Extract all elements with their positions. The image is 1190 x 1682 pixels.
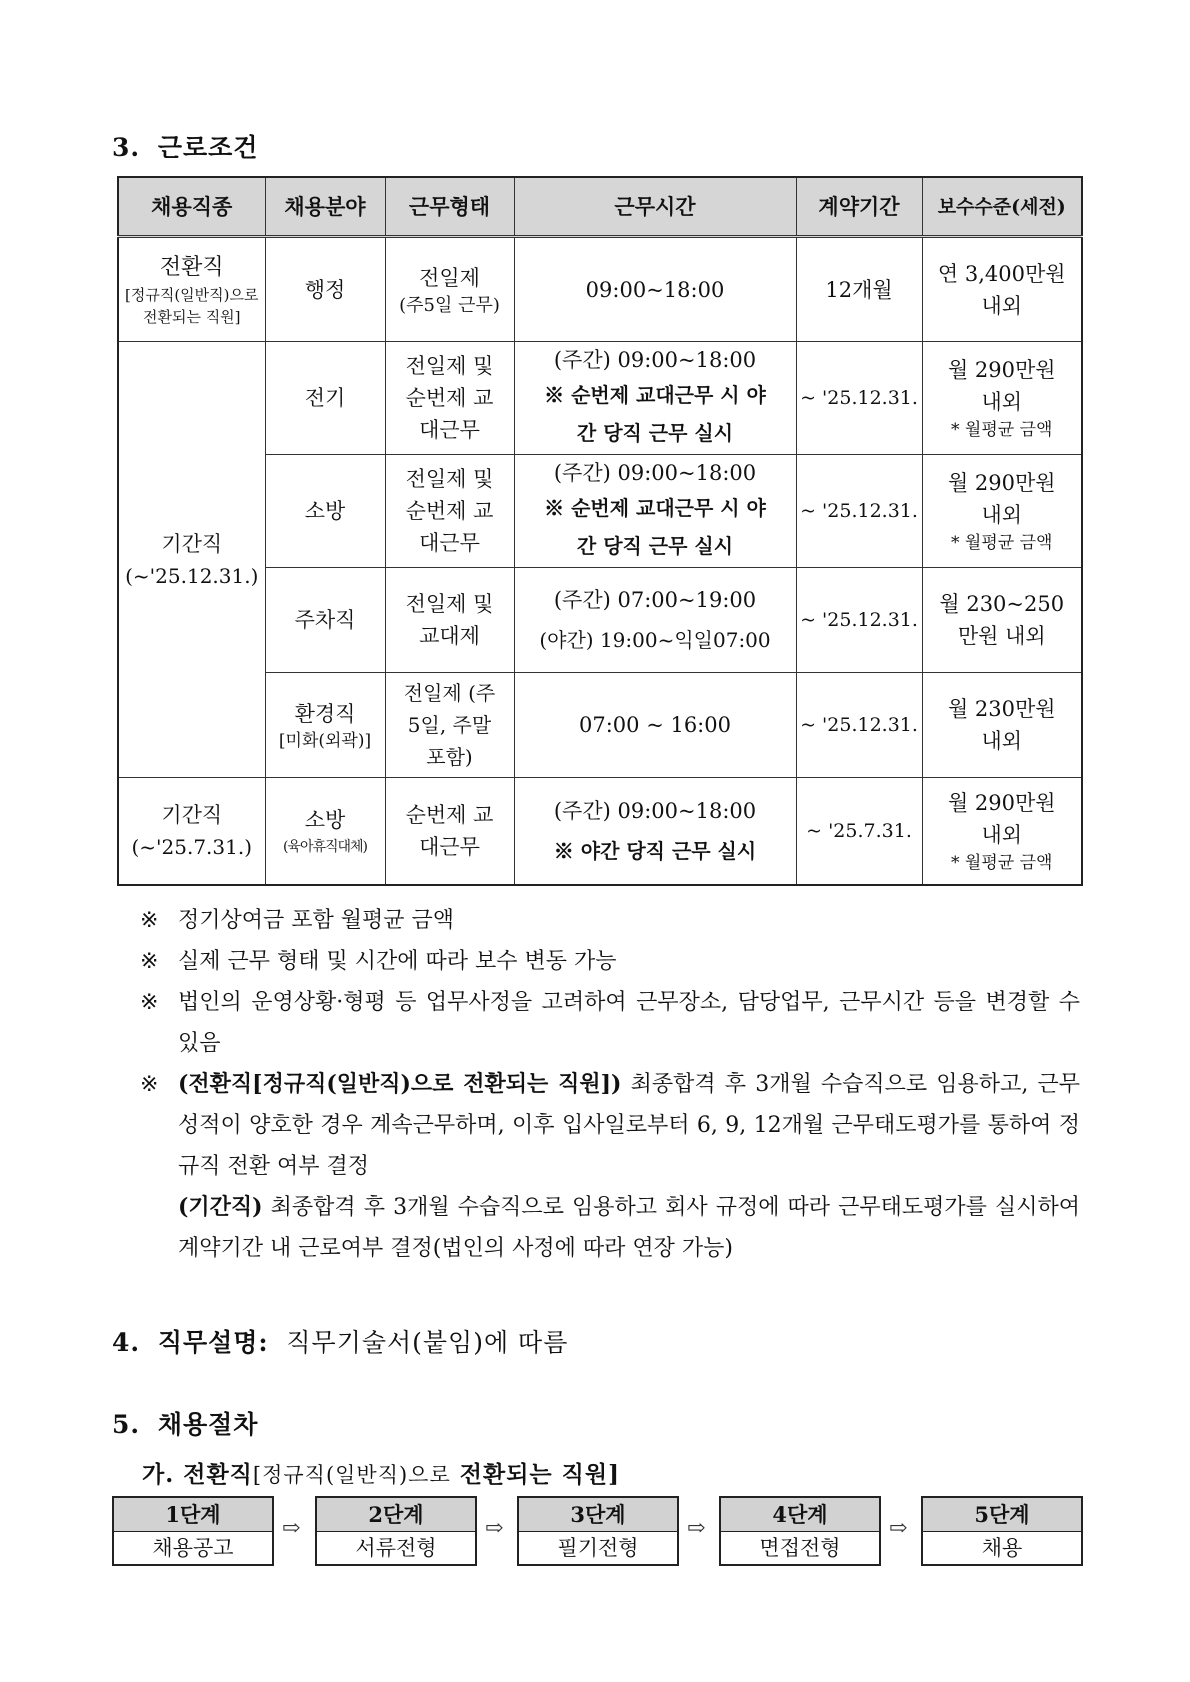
note-mark: ※ (140, 949, 159, 974)
note-item (140, 1187, 1080, 1269)
note-bold: (기간직) (178, 1194, 263, 1220)
note-mark: ※ (140, 990, 159, 1015)
note-body: 최종합격 후 3개월 수습직으로 임용하고 회사 규정에 따라 근무태도평가를 실시하여 계약기간 내 근로여부 결정(법인의 사정에 따라 연장 가능) (178, 1195, 1080, 1261)
note-mark: ※ (140, 1072, 159, 1097)
work-conditions-table (117, 176, 1083, 886)
section-5-heading (112, 1405, 258, 1441)
job-type-cell (118, 237, 265, 342)
pay-cell: 연 3,400만원 내외 (922, 237, 1082, 342)
field-sub: (육아휴직대체) (282, 838, 368, 855)
step-name: 필기전형 (557, 1536, 639, 1560)
step-name: 면접전형 (759, 1536, 841, 1560)
section-4-heading (112, 1323, 568, 1359)
header-contract-period: 계약기간 (796, 177, 922, 237)
field-cell: 전기 (265, 342, 385, 455)
process-step (719, 1496, 881, 1566)
work-form-cell: 전일제 및 순번제 교대근무 (385, 455, 514, 568)
hiring-process-flow (112, 1496, 1084, 1568)
pay-note: * 월평균 금액 (951, 852, 1053, 873)
job-type-sub: (~'25.7.31.) (131, 834, 253, 859)
table-row (118, 778, 1082, 885)
work-hours-cell: 07:00 ~ 16:00 (514, 673, 796, 778)
pay-amount: 월 290만원 내외 (947, 790, 1056, 847)
note-item (140, 1064, 1080, 1187)
note-text: 법인의 운영상황·형평 등 업무사정을 고려하여 근무장소, 담당업무, 근무시간 등을 변경할 수 있음 (178, 990, 1080, 1056)
step-number: 1단계 (114, 1498, 272, 1532)
work-hours-day: (주간) 07:00~19:00 (553, 588, 757, 612)
field-main: 소방 (304, 807, 346, 832)
step-number: 5단계 (923, 1498, 1081, 1532)
contract-period-cell: ~ '25.12.31. (796, 673, 922, 778)
header-field: 채용분야 (265, 177, 385, 237)
work-form-cell: 전일제 (주5일, 주말포함) (385, 673, 514, 778)
work-form-cell: 전일제 및 순번제 교대근무 (385, 342, 514, 455)
step-name: 서류전형 (355, 1536, 437, 1560)
work-form-cell: 순번제 교대근무 (385, 778, 514, 885)
note-item (140, 982, 1080, 1064)
work-form-cell: 전일제 및 교대제 (385, 568, 514, 673)
contract-period-cell: ~ '25.12.31. (796, 342, 922, 455)
work-hours-night-note: ※ 순번제 교대근무 시 야간 당직 근무 실시 (544, 383, 766, 445)
subsection-rest: 전환되는 직원] (459, 1461, 620, 1488)
work-hours-cell (514, 568, 796, 673)
header-work-hours: 근무시간 (514, 177, 796, 237)
table-row (118, 342, 1082, 455)
note-text: 정기상여금 포함 월평균 금액 (178, 908, 455, 933)
field-cell: 행정 (265, 237, 385, 342)
subsection-label: 가. 전환직 (142, 1461, 253, 1488)
work-hours-day: (주간) 09:00~18:00 (553, 461, 757, 485)
job-type-sub: [정규직(일반직)으로 전환되는 직원] (125, 285, 259, 326)
pay-amount: 월 290만원 내외 (947, 358, 1056, 414)
right-arrow-icon: ⇨ (282, 1516, 301, 1541)
process-step (517, 1496, 679, 1566)
job-type-sub: (~'25.12.31.) (125, 563, 259, 588)
notes-list (140, 900, 1080, 1269)
work-hours-cell (514, 778, 796, 885)
process-step (112, 1496, 274, 1566)
section-title: 근로조건 (157, 133, 259, 162)
work-hours-day: (주간) 09:00~18:00 (553, 348, 757, 372)
step-name: 채용 (981, 1536, 1023, 1560)
work-hours-night: (야간) 19:00~익일07:00 (539, 628, 771, 652)
field-cell (265, 778, 385, 885)
work-hours-day: (주간) 09:00~18:00 (553, 798, 757, 823)
step-number: 3단계 (519, 1498, 677, 1532)
job-type-main: 기간직 (161, 531, 223, 556)
section-title: 채용절차 (157, 1410, 259, 1439)
note-text (178, 1187, 1080, 1269)
pay-cell (922, 455, 1082, 568)
job-type-main: 전환직 (159, 254, 224, 280)
note-text: 실제 근무 형태 및 시간에 따라 보수 변동 가능 (178, 949, 617, 974)
pay-note: * 월평균 금액 (951, 420, 1053, 440)
field-sub: [미화(외곽)] (278, 731, 372, 751)
subsection-heading (142, 1456, 620, 1489)
work-hours-night-note: ※ 야간 당직 근무 실시 (553, 838, 757, 863)
note-bold: (전환직[정규직(일반직)으로 전환되는 직원]) (178, 1071, 622, 1097)
right-arrow-icon: ⇨ (889, 1516, 908, 1541)
job-type-main: 기간직 (161, 802, 223, 827)
note-item (140, 941, 1080, 982)
field-cell: 소방 (265, 455, 385, 568)
step-number: 4단계 (721, 1498, 879, 1532)
work-form-cell (385, 237, 514, 342)
section-number: 5. (112, 1410, 141, 1439)
process-step (921, 1496, 1083, 1566)
header-job-type: 채용직종 (118, 177, 265, 237)
step-number: 2단계 (317, 1498, 475, 1532)
header-work-form: 근무형태 (385, 177, 514, 237)
pay-cell: 월 230~250 만원 내외 (922, 568, 1082, 673)
subsection-sub: [정규직(일반직)으로 (252, 1463, 451, 1487)
work-form-sub: (주5일 근무) (399, 294, 500, 316)
work-hours-cell: 09:00~18:00 (514, 237, 796, 342)
section-number: 3. (112, 133, 141, 162)
step-name: 채용공고 (152, 1536, 234, 1560)
header-pay: 보수수준(세전) (922, 177, 1082, 237)
right-arrow-icon: ⇨ (485, 1516, 504, 1541)
pay-cell (922, 778, 1082, 885)
job-type-cell (118, 778, 265, 885)
pay-cell: 월 230만원 내외 (922, 673, 1082, 778)
note-text (178, 1064, 1080, 1187)
right-arrow-icon: ⇨ (687, 1516, 706, 1541)
field-main: 환경직 (294, 702, 356, 726)
section-3-heading (112, 128, 258, 164)
section-number: 4. (112, 1328, 141, 1357)
contract-period-cell: 12개월 (796, 237, 922, 342)
field-cell: 주차직 (265, 568, 385, 673)
work-hours-cell (514, 342, 796, 455)
job-type-cell (118, 342, 265, 778)
work-hours-night-note: ※ 순번제 교대근무 시 야간 당직 근무 실시 (544, 496, 766, 558)
note-mark: ※ (140, 908, 159, 933)
pay-note: * 월평균 금액 (951, 533, 1053, 553)
process-step (315, 1496, 477, 1566)
table-row (118, 237, 1082, 342)
contract-period-cell: ~ '25.12.31. (796, 455, 922, 568)
section-title: 직무설명: (157, 1328, 269, 1357)
section-text: 직무기술서(붙임)에 따름 (286, 1328, 569, 1357)
table-header-row (118, 177, 1082, 237)
field-cell (265, 673, 385, 778)
contract-period-cell: ~ '25.7.31. (796, 778, 922, 885)
pay-cell (922, 342, 1082, 455)
note-item (140, 900, 1080, 941)
contract-period-cell: ~ '25.12.31. (796, 568, 922, 673)
work-form-main: 전일제 (419, 265, 480, 290)
note-body: 최종합격 후 3개월 수습직으로 임용하고, 근무성적이 양호한 경우 계속근무하며, 이후 입사일로부터 6, 9, 12개월 근무태도평가를 통하여 정규직 전환 여부 결정 (178, 1072, 1080, 1179)
work-hours-cell (514, 455, 796, 568)
pay-amount: 월 290만원 내외 (947, 471, 1056, 527)
